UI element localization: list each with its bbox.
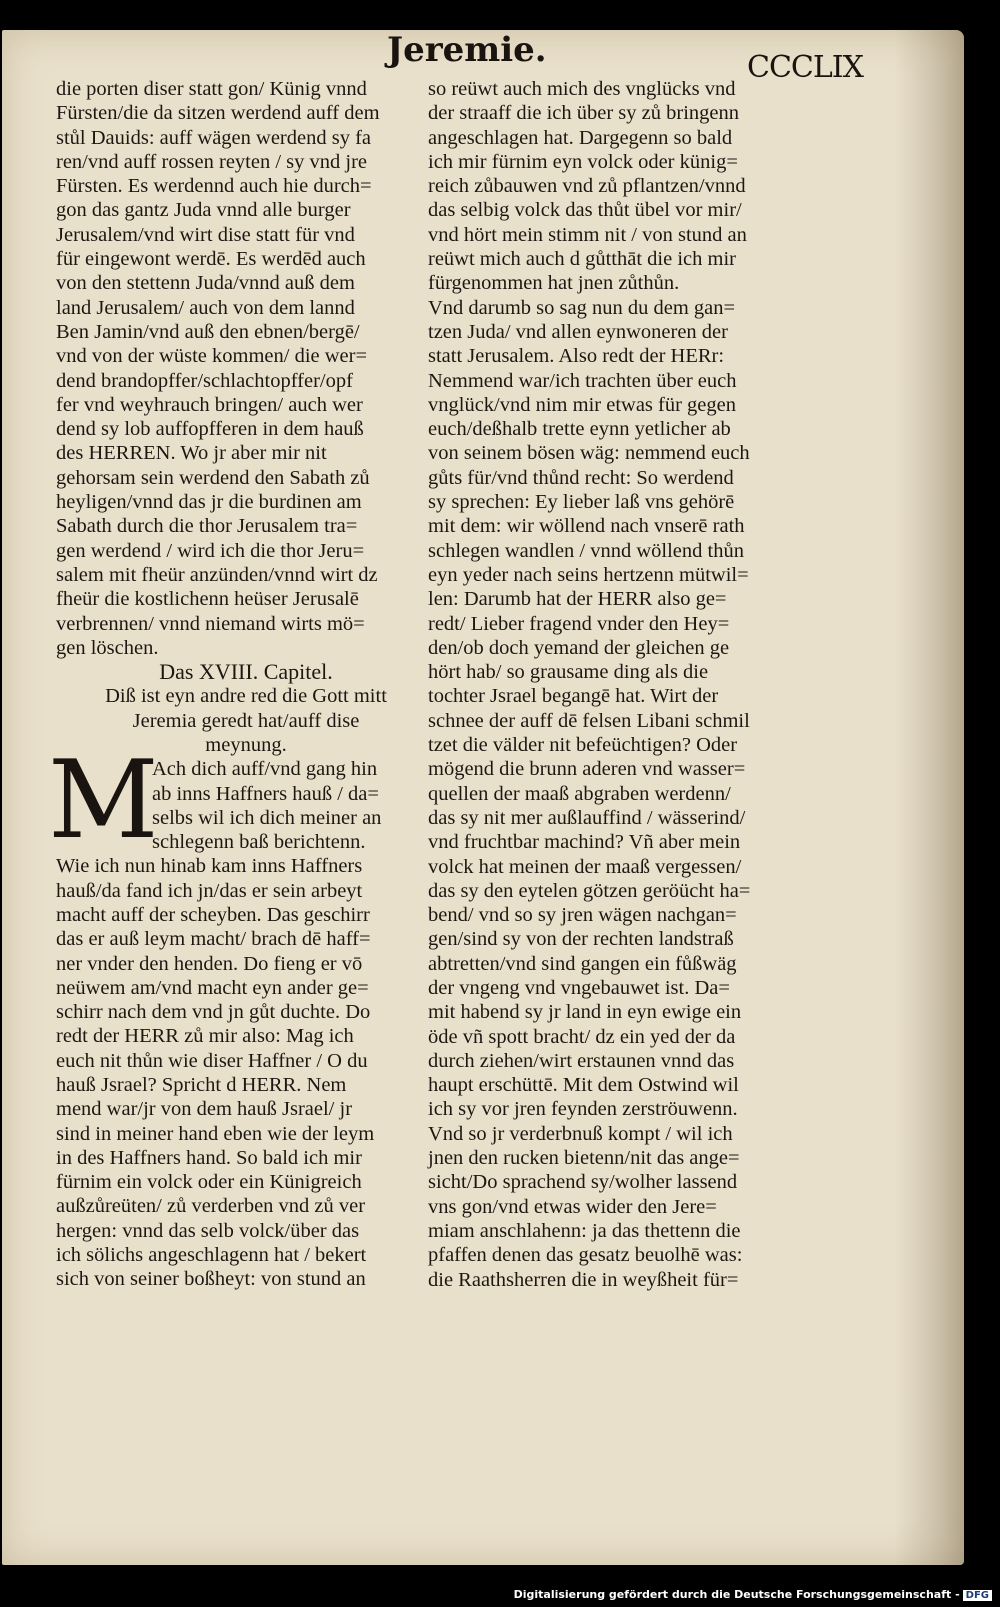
chapter-title: Das XVIII. Capitel. [159,659,333,685]
text-line: euch/deßhalb trette eynn yetlicher ab [428,418,731,441]
text-line: eyn yeder nach seins hertzenn mütwil= [428,563,749,586]
text-line: das er auß leym macht/ brach dē haff= [56,928,371,951]
text-line: ab inns Haffners hauß / da= [152,782,379,805]
text-line: ren/vnd auff rossen reyten / sy vnd jre [56,150,368,173]
text-line: Fürsten/die da sitzen werdend auff dem [56,102,380,125]
text-line: gon das gantz Juda vnnd alle burger [56,199,351,222]
text-line: redt der HERR zů mir also: Mag ich [56,1025,354,1048]
text-line: hauß/da fand ich jn/das er sein arbeyt [56,879,363,902]
text-line: abtretten/vnd sind gangen ein fůßwäg [428,952,737,975]
text-line: durch ziehen/wirt erstaunen vnnd das [428,1049,735,1072]
text-line: Vnd darumb so sag nun du dem gan= [428,296,736,319]
text-line: stůl Dauids: auff wägen werdend sy fa [56,126,372,149]
text-line: ner vnder den henden. Do fieng er vō [56,952,363,975]
text-line: bend/ vnd so sy jren wägen nachgan= [428,904,737,927]
text-line: vnd fruchtbar machind? Vñ aber mein [428,831,741,854]
left-column-text [56,77,436,660]
text-line: dend brandopffer/schlachtopffer/opf [56,369,353,392]
text-line: neüwem am/vnd macht eyn ander ge= [56,976,369,999]
text-line: gůts für/vnd thůnd recht: So werdend [428,466,734,489]
text-line: das sy den eytelen götzen geröücht ha= [428,879,751,902]
text-line: für eingewont werdē. Es werdēd auch [56,248,366,271]
text-line: gen löschen. [56,636,159,659]
text-line: quellen der maaß abgraben werdenn/ [428,782,731,805]
summary-line: Diß ist eyn andre red die Gott mitt [105,685,387,708]
text-line: salem mit fheür anzünden/vnnd wirt dz [56,563,378,586]
text-line: fürgenommen hat jnen zůthůn. [428,272,680,295]
text-line: haupt erschüttē. Mit dem Ostwind wil [428,1074,739,1097]
summary-line: Jeremia geredt hat/auff dise [132,709,360,732]
text-line: miam anschlahenn: ja das thettenn die [428,1219,741,1242]
text-line: fheür die kostlichenn heüser Jerusalē [56,588,359,611]
text-line: das selbig volck das thůt übel vor mir/ [428,199,742,222]
text-line: die porten diser statt gon/ Künig vnnd [56,78,367,100]
digitization-credit [514,1588,992,1601]
text-line: vnglück/vnd nim mir etwas für gegen [428,393,737,416]
drop-cap-initial: M [48,738,159,864]
text-line: tzet die välder nit befeüchtigen? Oder [428,734,738,757]
text-line: pfaffen denen das gesatz beuolhē was: [428,1244,743,1267]
text-line: verbrennen/ vnnd niemand wirts mö= [56,612,365,635]
text-line: land Jerusalem/ auch von dem lannd [56,296,355,319]
page-gutter-shadow [894,30,964,1565]
folio-number: CCCLIX [747,50,863,85]
text-line: hört hab/ so grausame ding als die [428,661,709,684]
text-line: angeschlagen hat. Dargegenn so bald [428,126,733,149]
right-column-text [428,77,828,1292]
text-line: dend sy lob auffopfferen in dem hauß [56,418,364,441]
text-line: Nemmend war/ich trachten über euch [428,369,737,392]
text-line: öde vñ spott bracht/ dz ein yed der da [428,1025,736,1048]
text-line: vnd von der wüste kommen/ die wer= [56,345,368,368]
text-line: redt/ Lieber fragend vnder den Hey= [428,612,730,635]
text-line: außzůreüten/ zů verderben vnd zů ver [56,1195,366,1218]
text-line: die Raathsherren die in weyßheit für= [428,1268,739,1291]
text-line: Ach dich auff/vnd gang hin [152,758,378,781]
text-line: mit dem: wir wöllend nach vnserē rath [428,515,745,538]
text-line: der vngeng vnd vngebauwet ist. Da= [428,976,730,999]
left-column-text-continued [56,854,436,1291]
text-line: das sy nit mer außlauffind / wässerind/ [428,806,746,829]
text-line: schnee der auff dē felsen Libani schmil [428,709,750,732]
text-line: Wie ich nun hinab kam inns Haffners [56,855,363,878]
text-line: sind in meiner hand eben wie der leym [56,1122,375,1145]
text-line: vnd hört mein stimm nit / von stund an [428,223,747,246]
text-line: Fürsten. Es werdennd auch hie durch= [56,175,372,198]
text-line: sich von seiner boßheyt: von stund an [56,1268,366,1291]
text-line: Sabath durch die thor Jerusalem tra= [56,515,358,538]
text-line: volck hat meinen der maaß vergessen/ [428,855,742,878]
text-line: euch nit thůn wie diser Haffner / O du [56,1049,368,1072]
right-column [428,77,828,1292]
text-line: fer vnd weyhrauch bringen/ auch wer [56,393,363,416]
text-line: Jerusalem/vnd wirt dise statt für vnd [56,223,355,246]
initial-lines [152,757,381,854]
text-line: mend war/jr von dem hauß Jsrael/ jr [56,1098,353,1121]
text-line: den/ob doch yemand der gleichen ge [428,636,730,659]
text-line: mit habend sy jr land in eyn ewige ein [428,1001,742,1024]
text-line: heyligen/vnnd das jr die burdinen am [56,491,362,514]
text-line: reich zůbauwen vnd zů pflantzen/vnnd [428,175,746,198]
text-line: von seinem bösen wäg: nemmend euch [428,442,750,465]
text-line: statt Jerusalem. Also redt der HERr: [428,345,725,368]
running-head: Jeremie. [387,30,547,70]
text-line: schlegenn baß berichtenn. [152,831,366,854]
dfg-logo: DFG [963,1590,992,1601]
left-column [48,77,436,1292]
text-line: sicht/Do sprachend sy/wolher lassend [428,1171,738,1194]
book-page [2,30,964,1565]
text-line: sy sprechen: Ey lieber laß vns gehörē [428,491,735,514]
text-line: ich mir fürnim eyn volck oder künig= [428,150,738,173]
text-line: schlegen wandlen / vnnd wöllend thůn [428,539,744,562]
text-line: hauß Jsrael? Spricht d HERR. Nem [56,1073,347,1096]
text-line: in des Haffners hand. So bald ich mir [56,1146,362,1169]
text-line: gen werdend / wird ich die thor Jeru= [56,539,365,562]
text-line: schirr nach dem vnd jn gůt duchte. Do [56,1001,371,1024]
text-line: selbs wil ich dich meiner an [152,806,382,829]
text-line: so reüwt auch mich des vnglücks vnd [428,78,736,100]
text-line: reüwt mich auch d gůtthāt die ich mir [428,248,736,271]
text-line: ich sölichs angeschlagenn hat / bekert [56,1244,367,1267]
text-line: mögend die brunn aderen vnd wasser= [428,758,746,781]
text-line: des HERREN. Wo jr aber mir nit [56,442,327,465]
text-line: gen/sind sy von der rechten landstraß [428,928,734,951]
text-line: vns gon/vnd etwas wider den Jere= [428,1195,717,1218]
text-line: len: Darumb hat der HERR also ge= [428,588,727,611]
text-line: Vnd so jr verderbnuß kompt / wil ich [428,1122,733,1145]
text-line: tochter Jsrael begangē hat. Wirt der [428,685,719,708]
text-line: jnen den rucken bietenn/nit das ange= [428,1147,740,1170]
text-line: der straaff die ich über sy zů bringenn [428,102,739,125]
text-line: fürnim ein volck oder ein Künigreich [56,1171,362,1194]
summary-line: meynung. [205,734,287,757]
text-line: tzen Juda/ vnd allen eynwoneren der [428,320,728,343]
text-line: hergen: vnnd das selb volck/über das [56,1219,360,1242]
text-line: von den stettenn Juda/vnnd auß dem [56,272,355,295]
text-line: gehorsam sein werdend den Sabath zů [56,466,370,489]
text-line: ich sy vor jren feynden zerströuwenn. [428,1098,738,1121]
credit-text: Digitalisierung gefördert durch die Deutsche Forschungsgemeinschaft - [513,1588,960,1601]
text-line: Ben Jamin/vnd auß den ebnen/bergē/ [56,320,360,343]
text-line: macht auff der scheyben. Das geschirr [56,903,370,926]
